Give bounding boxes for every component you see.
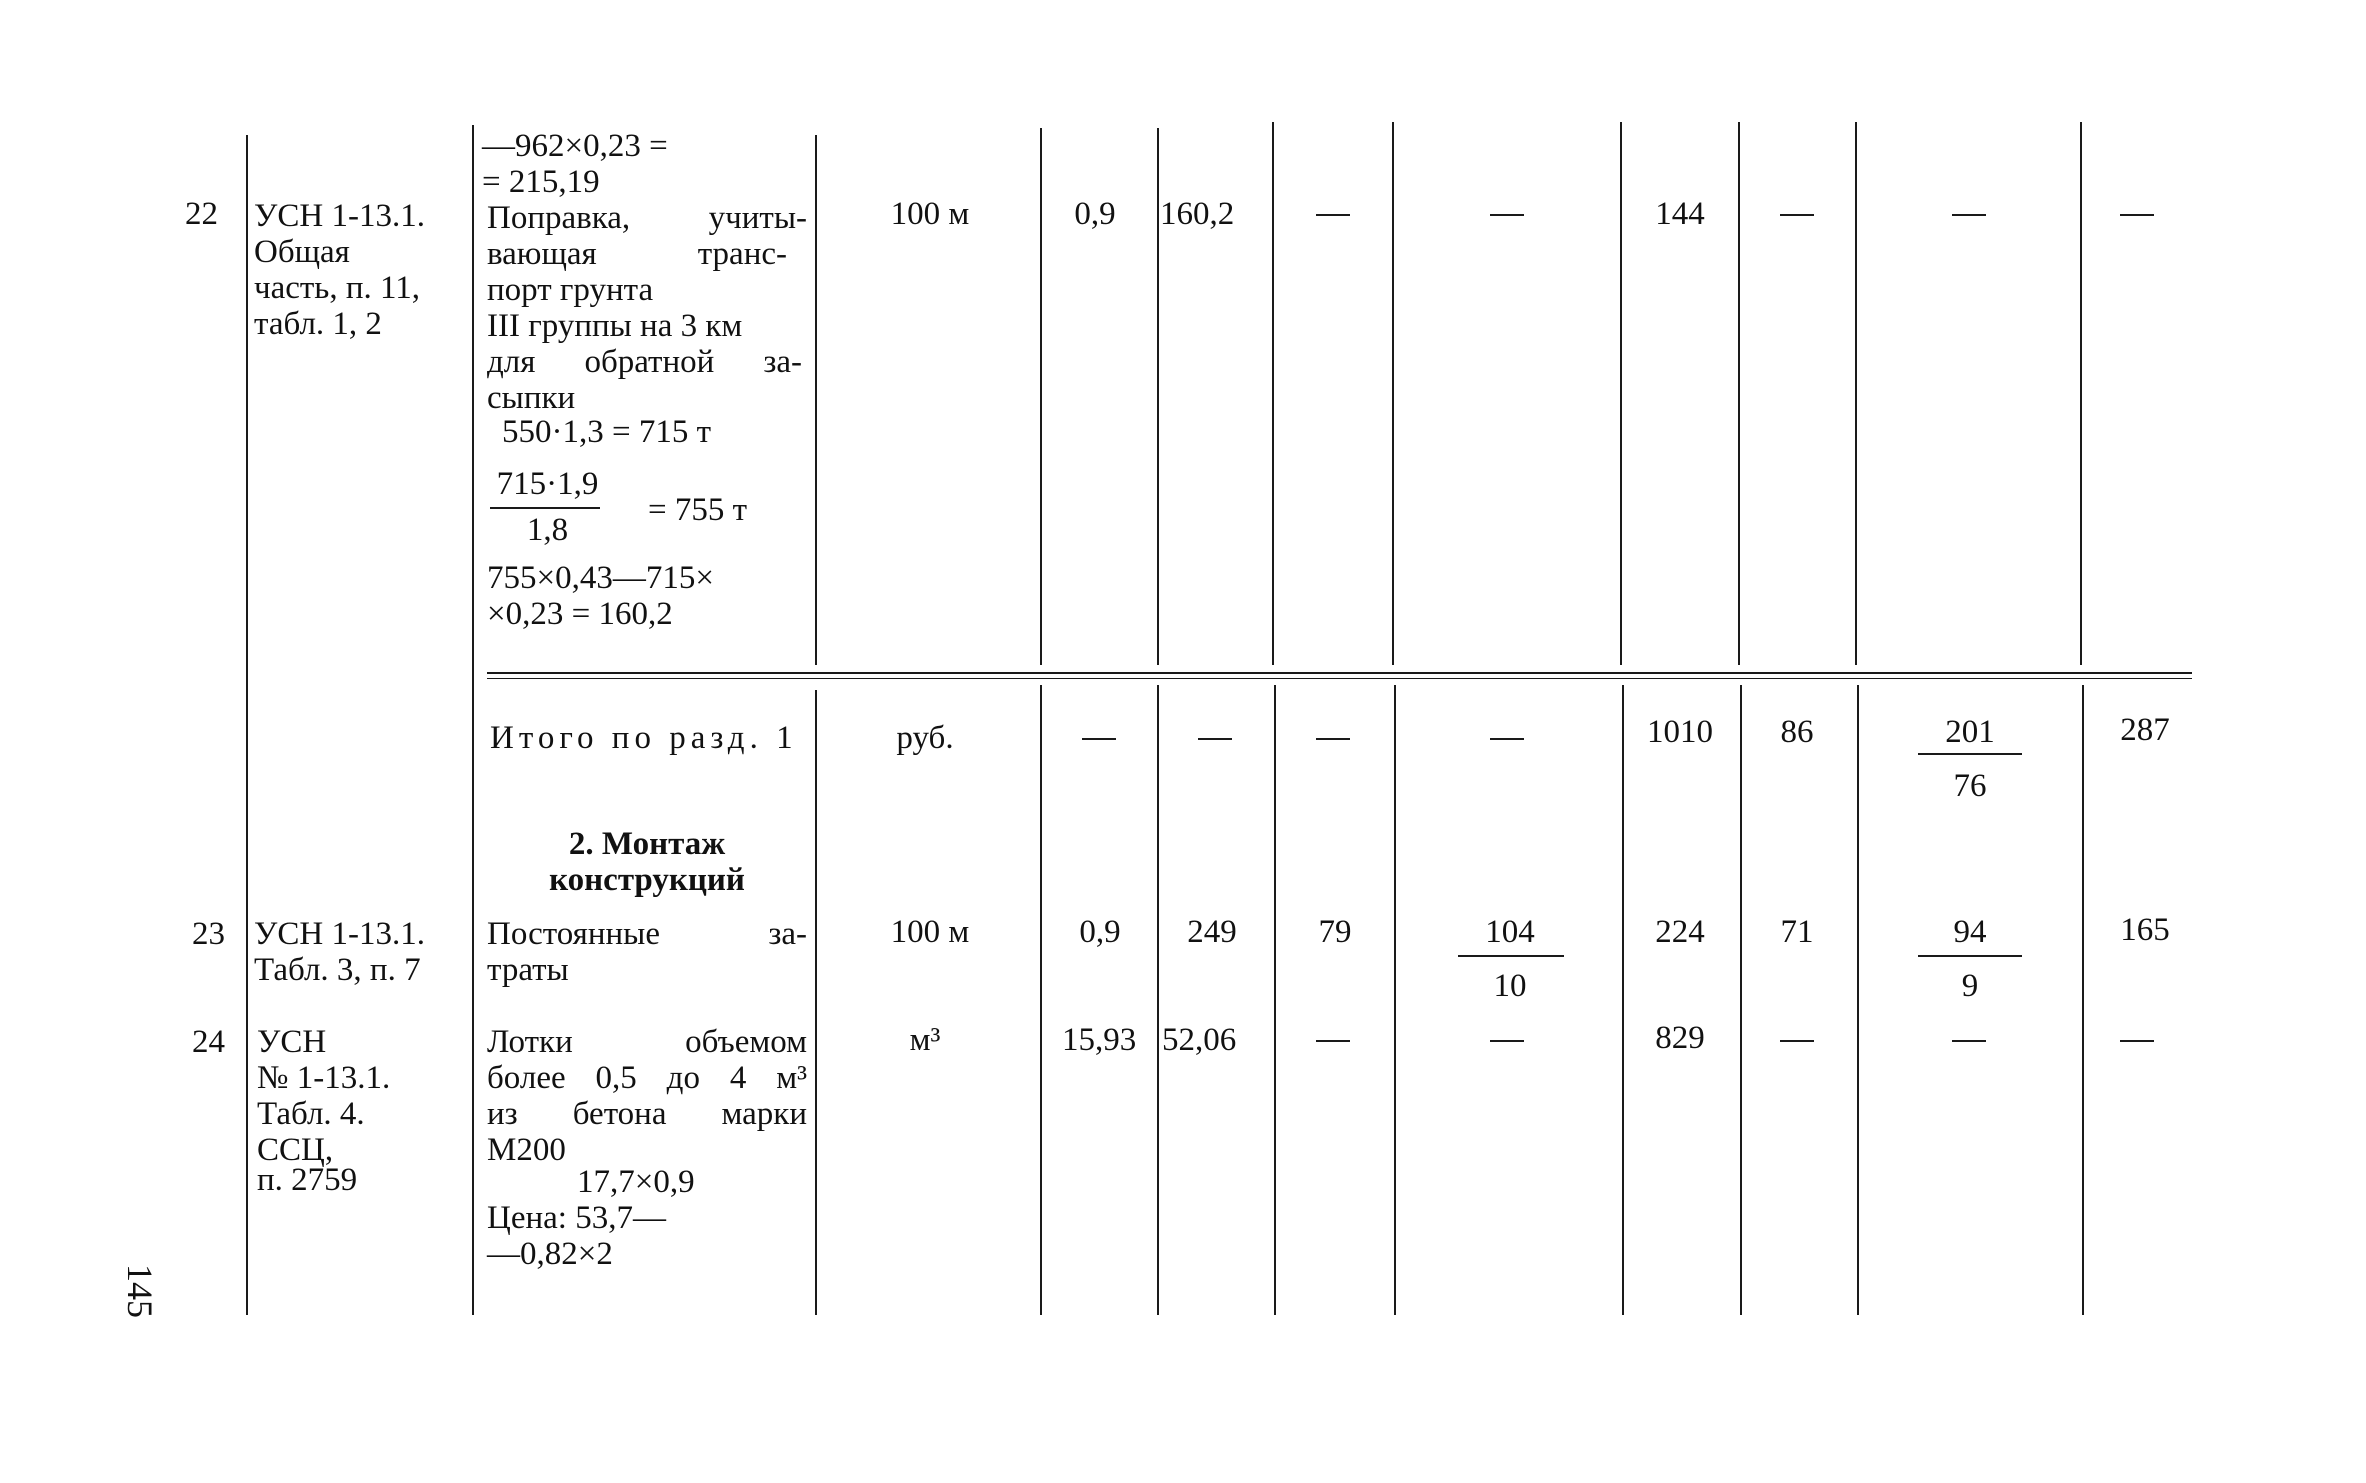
column-rule	[1272, 122, 1274, 665]
reference-line: № 1-13.1.	[257, 1060, 391, 1096]
description-line: III группы на 3 км	[487, 308, 743, 344]
column-rule	[1040, 685, 1042, 1315]
empty-dash	[1780, 214, 1814, 216]
description-line: траты	[487, 952, 569, 988]
unit-cell: м³	[909, 1022, 941, 1058]
column-rule	[1157, 128, 1159, 665]
fraction-bar	[1458, 955, 1564, 957]
price-cell: 52,06	[1162, 1022, 1237, 1058]
fraction-numerator: 201	[1945, 714, 1995, 750]
fraction-bar	[1918, 753, 2022, 755]
fraction-denominator: 76	[1953, 768, 1987, 804]
description-line: сыпки	[487, 380, 576, 416]
description-line: Лотки объемом	[487, 1024, 807, 1060]
description-line: = 215,19	[482, 164, 600, 200]
fraction-result: = 755 т	[648, 492, 748, 528]
description-line: Поправка, учиты-	[487, 200, 807, 236]
total-cell: 224	[1655, 914, 1705, 950]
description-line: М200	[487, 1132, 566, 1168]
subtotal-label: Итого по разд. 1	[490, 720, 798, 756]
empty-dash	[1198, 738, 1232, 740]
unit-cell: 100 м	[890, 914, 970, 950]
total-cell: 144	[1655, 196, 1705, 232]
description-line: порт грунта	[487, 272, 654, 308]
column-rule	[1274, 685, 1276, 1315]
description-line: из бетона марки	[487, 1096, 807, 1132]
empty-dash	[1780, 1040, 1814, 1042]
calculation: 550·1,3 = 715 т	[502, 414, 712, 450]
empty-dash	[1490, 1040, 1524, 1042]
empty-dash	[1952, 214, 1986, 216]
column-rule	[1394, 685, 1396, 1315]
empty-dash	[1490, 738, 1524, 740]
description-line: более 0,5 до 4 м³	[487, 1060, 807, 1096]
row-number: 24	[192, 1024, 225, 1060]
calculation: —0,82×2	[487, 1236, 613, 1272]
column-rule	[472, 125, 474, 1315]
column-rule	[1392, 122, 1394, 665]
description-line: —962×0,23 =	[482, 128, 668, 164]
reference-line: УСН	[257, 1024, 327, 1060]
empty-dash	[1082, 738, 1116, 740]
column-rule	[815, 690, 817, 1315]
fraction-numerator: 715·1,9	[496, 466, 599, 502]
quantity-cell: 0,9	[1074, 196, 1116, 232]
column-rule	[2080, 122, 2082, 665]
column-rule	[1157, 685, 1159, 1315]
unit-cell: 100 м	[890, 196, 970, 232]
fraction-denominator: 10	[1493, 968, 1527, 1004]
col1-cell: 79	[1318, 914, 1352, 950]
quantity-cell: 15,93	[1062, 1022, 1137, 1058]
fraction-bar	[1918, 955, 2022, 957]
reference-line: Общая	[254, 234, 350, 270]
total-cell: 829	[1655, 1020, 1705, 1056]
page-number: 145	[120, 1264, 160, 1318]
section-heading: конструкций	[549, 862, 745, 898]
fraction-numerator: 104	[1485, 914, 1535, 950]
row-number: 22	[185, 196, 218, 232]
col3-cell: 71	[1780, 914, 1814, 950]
reference-line: Табл. 3, п. 7	[254, 952, 421, 988]
empty-dash	[1490, 214, 1524, 216]
reference-line: УСН 1-13.1.	[254, 916, 425, 952]
subtotal-rule	[487, 672, 2192, 674]
description-line: Постоянные за-	[487, 916, 807, 952]
reference-line: ССЦ,	[257, 1132, 334, 1168]
section-heading: 2. Монтаж	[568, 826, 726, 862]
empty-dash	[1316, 1040, 1350, 1042]
column-rule	[1855, 122, 1857, 665]
total-cell: 1010	[1647, 714, 1713, 750]
column-rule	[1857, 685, 1859, 1315]
column-rule	[1622, 685, 1624, 1315]
col5-cell: 287	[2120, 712, 2170, 748]
column-rule	[1740, 685, 1742, 1315]
fraction-denominator: 9	[1961, 968, 1979, 1004]
empty-dash	[2120, 214, 2154, 216]
empty-dash	[1952, 1040, 1986, 1042]
price-cell: 249	[1187, 914, 1237, 950]
calculation: ×0,23 = 160,2	[487, 596, 673, 632]
quantity-cell: 0,9	[1079, 914, 1121, 950]
unit-cell: руб.	[896, 720, 954, 756]
fraction-numerator: 94	[1953, 914, 1987, 950]
empty-dash	[1316, 738, 1350, 740]
row-number: 23	[192, 916, 225, 952]
column-rule	[246, 135, 248, 1315]
fraction-bar	[490, 507, 600, 509]
empty-dash	[1316, 214, 1350, 216]
col3-cell: 86	[1780, 714, 1814, 750]
description-line: вающая транс-	[487, 236, 787, 272]
reference-line: табл. 1, 2	[254, 306, 382, 342]
price-cell: 160,2	[1160, 196, 1235, 232]
calculation: Цена: 53,7—	[487, 1200, 666, 1236]
subtotal-rule	[487, 678, 2192, 679]
col5-cell: 165	[2120, 912, 2170, 948]
column-rule	[2082, 685, 2084, 1315]
fraction-denominator: 1,8	[526, 512, 569, 548]
description-line: для обратной за-	[487, 344, 802, 380]
reference-line: Табл. 4.	[257, 1096, 365, 1132]
column-rule	[1738, 122, 1740, 665]
column-rule	[815, 135, 817, 665]
reference-line: часть, п. 11,	[254, 270, 421, 306]
calculation: 17,7×0,9	[577, 1164, 695, 1200]
column-rule	[1620, 122, 1622, 665]
empty-dash	[2120, 1040, 2154, 1042]
reference-line: п. 2759	[257, 1162, 358, 1198]
reference-line: УСН 1-13.1.	[254, 198, 425, 234]
column-rule	[1040, 128, 1042, 665]
calculation: 755×0,43—715×	[487, 560, 714, 596]
